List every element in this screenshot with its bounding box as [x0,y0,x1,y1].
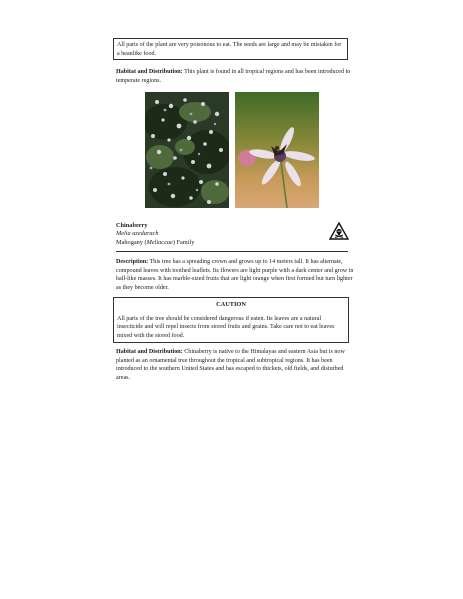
family-name: Meliaceae [146,238,173,246]
habitat-label-2: Habitat and Distribution: [116,349,183,355]
description-label: Description: [116,259,149,265]
caution-box [113,297,349,343]
plant-name-block [116,222,194,247]
family-prefix: Mahogany ( [116,238,147,246]
habitat-label: Habitat and Distribution: [116,69,183,75]
tree-photo [145,92,229,208]
poison-hazard-icon [329,222,349,240]
description-text: This tree has a spreading crown and grows up to 14 meters tall. It has alternate, compound leaves with toothed leaflets. Its flowers are light purple with a dark center and grow in ball-like masses. It has marble-sized fruits that are light orange when first formed but turn lighter as they become older. [116,259,354,291]
caution-text: All parts of the tree should be considered dangerous if eaten. Its leaves are a natural insecticide and will repel insects from stored fruits and grains. Take care not to eat leaves mixed with the stored food. [117,315,335,339]
common-name: Chinaberry [116,222,148,229]
habitat-text: This plant is found in all tropical regions and has been introduced to temperate regions. [116,69,351,84]
habitat-paragraph-1 [116,68,354,85]
family-suffix: ) Family [172,238,195,246]
scientific-name: Melia azedarach [116,230,159,238]
flower-photo [235,92,319,208]
habitat-text-2: Chinaberry is native to the Himalayas and eastern Asia but is now planted as an ornamental tree throughout the tropical and subtropical regions. It has been introduced to the southern United States and has escaped to thickets, old fields, and disturbed areas. [116,349,345,381]
caution-title: CAUTION [216,301,246,308]
section-divider [116,251,348,252]
warning-box [113,38,348,60]
warning-text: All parts of the plant are very poisonous to eat. The seeds are large and may be mistaken for a beanlike food. [117,42,342,57]
family-line [116,239,194,247]
habitat-paragraph-2 [116,348,354,382]
description-paragraph [116,258,354,292]
